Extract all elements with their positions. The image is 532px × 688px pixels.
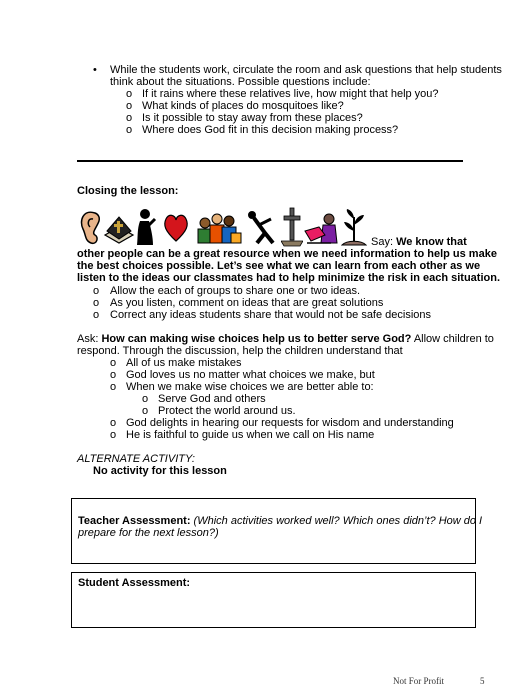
closing-heading: Closing the lesson: (77, 185, 179, 197)
heart-icon (163, 207, 189, 247)
sub-bullet-marker: o (110, 417, 117, 429)
question-item: What kinds of places do mosquitoes like? (142, 100, 344, 112)
ear-icon (77, 207, 103, 247)
ask-item: All of us make mistakes (126, 357, 242, 369)
sub-sub-bullet-marker: o (142, 405, 149, 417)
sub-sub-bullet-marker: o (142, 393, 149, 405)
sub-bullet-marker: o (110, 381, 117, 393)
question-item: Is it possible to stay away from these places? (142, 112, 363, 124)
ask-item: God delights in hearing our requests for wisdom and understanding (126, 417, 454, 429)
sub-bullet-marker: o (110, 369, 117, 381)
question-item: Where does God fit in this decision making process? (142, 124, 399, 136)
children-group-icon (195, 207, 243, 247)
closing-item: As you listen, comment on ideas that are great solutions (110, 297, 384, 309)
sub-bullet-marker: o (126, 88, 133, 100)
sub-bullet-marker: o (126, 100, 133, 112)
ask-label: Ask: (77, 333, 102, 345)
ask-subitem: Serve God and others (158, 393, 266, 405)
reading-person-icon (303, 207, 339, 247)
ask-item: When we make wise choices we are better able to: (126, 381, 374, 393)
sprouting-plant-icon (341, 207, 367, 247)
praying-person-icon (135, 207, 157, 247)
ask-item: God loves us no matter what choices we make, but (126, 369, 375, 381)
sub-bullet-marker: o (126, 112, 133, 124)
question-item: If it rains where these relatives live, how might that help you? (142, 88, 439, 100)
sub-bullet-marker: o (93, 309, 100, 321)
teacher-assessment-prompt: (Which activities worked well? Which ones didn’t? How do I (190, 515, 483, 527)
student-assessment-label: Student Assessment: (78, 577, 191, 589)
closing-item: Correct any ideas students share that would not be safe decisions (110, 309, 432, 321)
sub-bullet-marker: o (110, 429, 117, 441)
say-line-2: other people can be a great resource when we need information to help us make (77, 248, 497, 260)
say-line-1 (371, 236, 467, 248)
page-number: 5 (480, 676, 485, 686)
section-divider (77, 160, 463, 162)
teacher-assessment-box[interactable] (71, 498, 483, 564)
cross-icon (281, 207, 303, 247)
sub-bullet-marker: o (93, 285, 100, 297)
sub-bullet-marker: o (93, 297, 100, 309)
ask-line-2: respond. Through the discussion, help the children understand that (77, 345, 403, 357)
alternate-heading: ALTERNATE ACTIVITY: (77, 453, 195, 465)
sub-bullet-marker: o (126, 124, 133, 136)
say-label: Say: (371, 236, 397, 248)
teacher-assessment-line-1 (78, 515, 482, 527)
stretching-person-icon (247, 207, 277, 247)
ask-subitem: Protect the world around us. (158, 405, 296, 417)
teacher-assessment-line-2: prepare for the next lesson?) (78, 527, 219, 539)
footer-text: Not For Profit (393, 676, 445, 686)
ask-item: He is faithful to guide us when we call on His name (126, 429, 375, 441)
bullet-text: While the students work, circulate the room and ask questions that help students (110, 64, 502, 76)
ask-question: How can making wise choices help us to better serve God? (101, 333, 412, 345)
icon-strip (77, 207, 371, 249)
bullet-text-cont: think about the situations. Possible questions include: (110, 76, 371, 88)
teacher-assessment-label: Teacher Assessment: (78, 515, 191, 527)
bible-icon (103, 207, 135, 247)
sub-bullet-marker: o (110, 357, 117, 369)
say-text: We know that (396, 236, 467, 248)
ask-rest: Allow children to (411, 333, 494, 345)
say-line-4: listen to the ideas our classmates had to help minimize the risk in each situation. (77, 272, 500, 284)
student-assessment-box[interactable] (71, 572, 476, 628)
alternate-text: No activity for this lesson (93, 465, 227, 477)
say-line-3: the best choices possible. Let’s see what we can learn from each other as we (77, 260, 481, 272)
ask-line-1 (77, 333, 494, 345)
bullet-marker: • (93, 64, 97, 76)
closing-item: Allow the each of groups to share one or two ideas. (110, 285, 361, 297)
